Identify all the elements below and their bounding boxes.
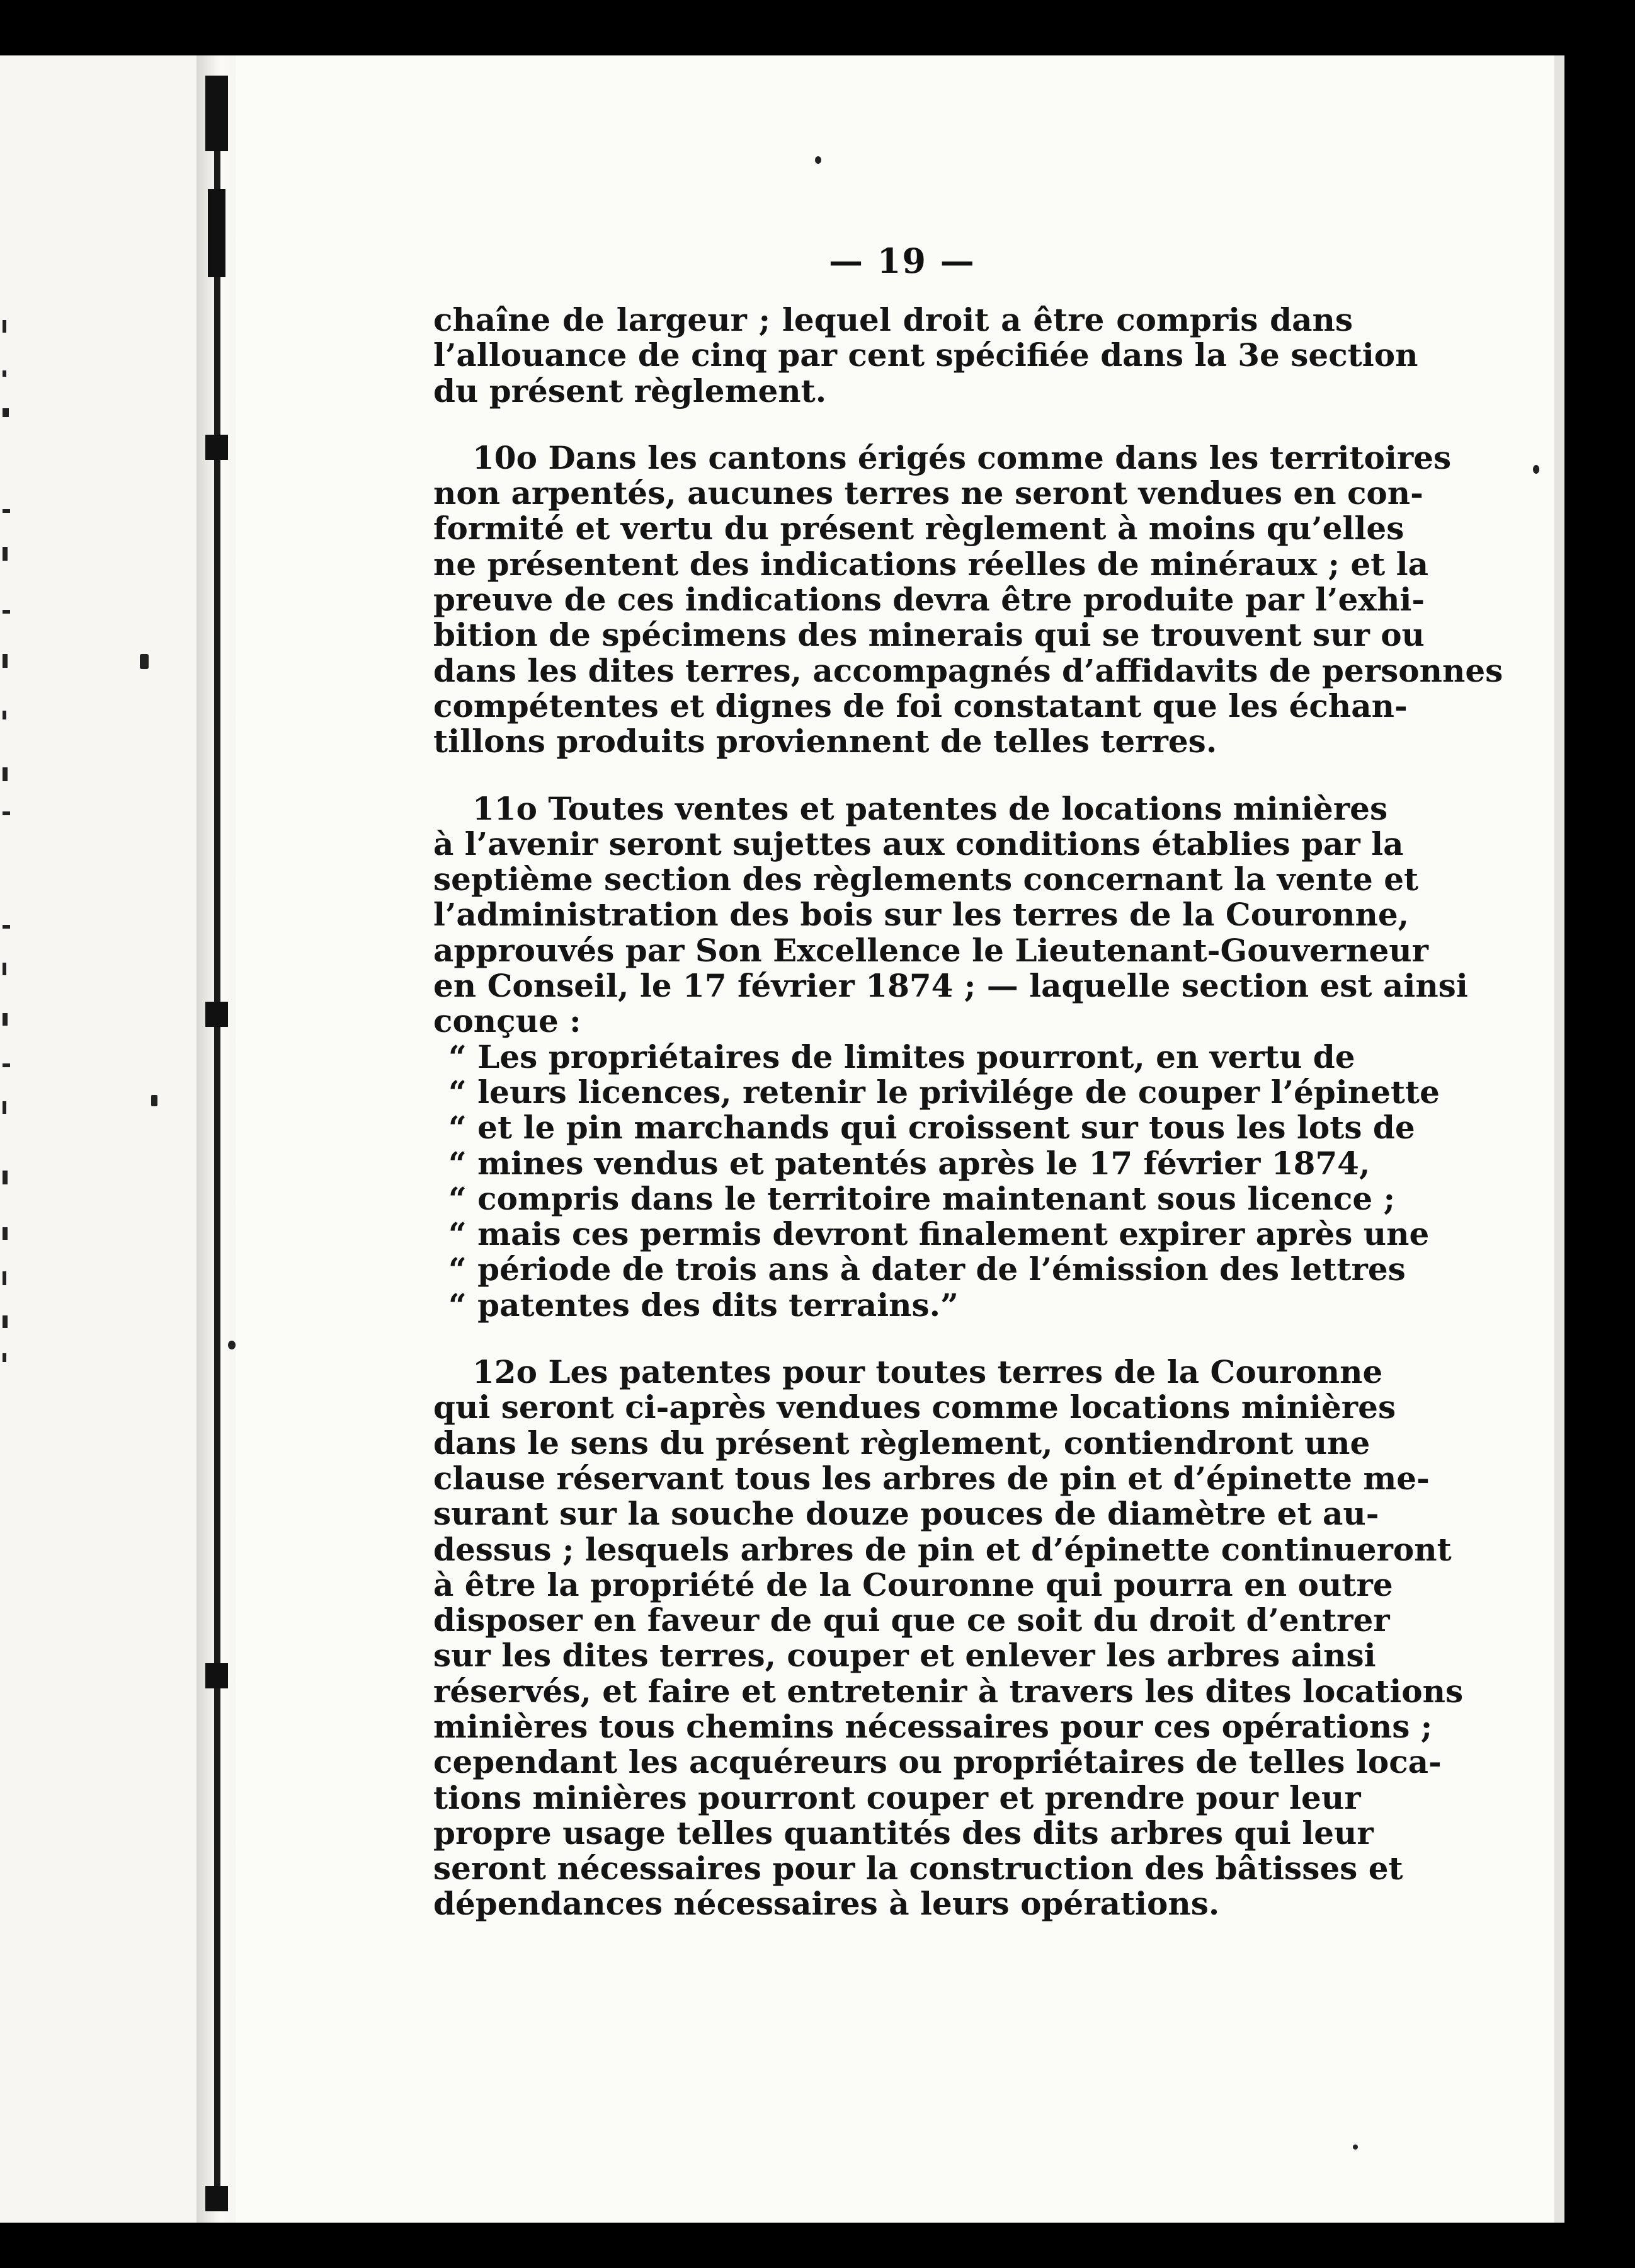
text-line: l’allouance de cinq par cent spécifiée dans la 3e section	[433, 336, 1418, 374]
paragraph-article-12	[433, 1353, 1464, 1923]
page-edge-shadow	[1554, 55, 1564, 2223]
document-body	[433, 301, 1503, 1923]
text-line: dans les dites terres, accompagnés d’affidavits de personnes	[433, 651, 1503, 689]
facing-page-text-fragments	[3, 55, 15, 2223]
text-line: non arpentés, aucunes terres ne seront vendues en con-	[433, 474, 1423, 512]
text-line: “ mais ces permis devront finalement expirer après une	[448, 1215, 1430, 1253]
text-line: dépendances nécessaires à leurs opérations.	[433, 1885, 1220, 1923]
text-line: tions minières pourront couper et prendre pour leur	[433, 1778, 1361, 1816]
text-line: dans le sens du présent règlement, contiendront une	[433, 1424, 1370, 1462]
text-line: ne présentent des indications réelles de minéraux ; et la	[433, 545, 1429, 583]
spine-blot	[205, 1002, 228, 1027]
text-line: formité et vertu du présent règlement à moins qu’elles	[433, 510, 1404, 547]
text-line: qui seront ci-après vendues comme locations minières	[433, 1389, 1396, 1426]
paragraph-article-10	[433, 438, 1503, 760]
text-line: clause réservant tous les arbres de pin et d’épinette me-	[433, 1459, 1430, 1497]
paragraph-continuation	[433, 301, 1418, 410]
text-line: bition de spécimens des minerais qui se trouvent sur ou	[433, 616, 1425, 654]
spine-blot	[205, 435, 228, 460]
text-line: conçue :	[433, 1002, 581, 1040]
text-line: dessus ; lesquels arbres de pin et d’épinette continueront	[433, 1530, 1452, 1568]
text-line: preuve de ces indications devra être produite par l’exhi-	[433, 581, 1425, 619]
text-line: compétentes et dignes de foi constatant que les échan-	[433, 687, 1408, 724]
page-number: — 19 —	[829, 241, 976, 281]
text-line: “ période de trois ans à dater de l’émission des lettres	[448, 1251, 1406, 1288]
spine-blot	[205, 2186, 228, 2211]
text-line: propre usage telles quantités des dits arbres qui leur	[433, 1814, 1374, 1852]
facing-page-edge	[0, 55, 197, 2223]
text-line: septième section des règlements concernant la vente et	[433, 861, 1419, 898]
text-line: “ Les propriétaires de limites pourront, en vertu de	[448, 1038, 1355, 1075]
text-line: 12o Les patentes pour toutes terres de la Couronne	[472, 1353, 1383, 1391]
text-line: “ et le pin marchands qui croissent sur tous les lots de	[448, 1109, 1415, 1147]
binding-spine	[214, 76, 220, 2192]
spine-blot	[205, 1663, 228, 1688]
text-line: sur les dites terres, couper et enlever les arbres ainsi	[433, 1637, 1376, 1675]
paragraph-article-11	[433, 789, 1468, 1040]
text-line: cependant les acquéreurs ou propriétaires de telles loca-	[433, 1743, 1442, 1781]
text-line: surant sur la souche douze pouces de diamètre et au-	[433, 1495, 1379, 1533]
text-line: 11o Toutes ventes et patentes de locations minières	[472, 789, 1388, 827]
text-line: chaîne de largeur ; lequel droit a être compris dans	[433, 301, 1353, 338]
text-line: seront nécessaires pour la construction des bâtisses et	[433, 1850, 1403, 1887]
text-line: approuvés par Son Excellence le Lieutenant-Gouverneur	[433, 931, 1428, 969]
text-line: “ compris dans le territoire maintenant sous licence ;	[448, 1179, 1396, 1217]
text-line: “ mines vendus et patentés après le 17 février 1874,	[448, 1144, 1370, 1182]
text-line: minières tous chemins nécessaires pour ces opérations ;	[433, 1707, 1433, 1745]
text-line: disposer en faveur de qui que ce soit du droit d’entrer	[433, 1601, 1390, 1639]
text-line: “ leurs licences, retenir le privilége de couper l’épinette	[448, 1073, 1440, 1111]
text-line: du présent règlement.	[433, 372, 827, 410]
spine-blot	[208, 189, 225, 277]
text-line: tillons produits proviennent de telles terres.	[433, 723, 1217, 760]
text-line: “ patentes des dits terrains.”	[448, 1286, 959, 1324]
text-line: à être la propriété de la Couronne qui pourra en outre	[433, 1566, 1393, 1603]
text-line: 10o Dans les cantons érigés comme dans les territoires	[472, 438, 1452, 476]
text-line: à l’avenir seront sujettes aux conditions établies par la	[433, 825, 1404, 862]
text-line: réservés, et faire et entretenir à travers les dites locations	[433, 1672, 1464, 1710]
text-line: en Conseil, le 17 février 1874 ; — laquelle section est ainsi	[433, 967, 1468, 1005]
quotation-block	[433, 1038, 1440, 1324]
spine-blot	[205, 76, 228, 151]
text-line: l’administration des bois sur les terres de la Couronne,	[433, 896, 1410, 934]
